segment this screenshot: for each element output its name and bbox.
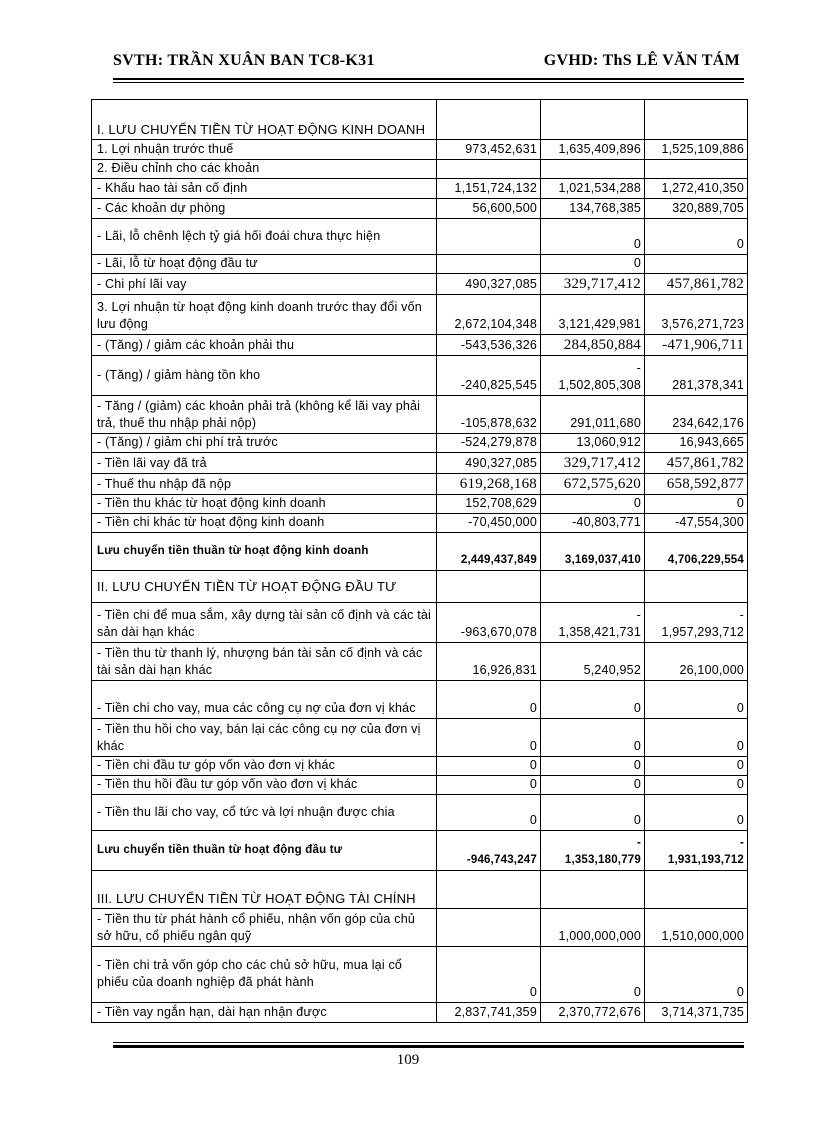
- row-label: - Tiền thu từ phát hành cổ phiếu, nhận vốn góp của chủ sở hữu, cổ phiếu ngân quỹ: [92, 909, 437, 947]
- value-cell: [541, 571, 645, 603]
- value-cell: 2,672,104,348: [437, 295, 541, 335]
- value-cell: 3,714,371,735: [645, 1003, 748, 1023]
- value-cell: [437, 160, 541, 179]
- value-cell: -471,906,711: [645, 335, 748, 356]
- table-row: [92, 453, 748, 474]
- value-cell: 1,021,534,288: [541, 179, 645, 199]
- value-cell: 0: [437, 681, 541, 719]
- value-cell: 0: [541, 947, 645, 1003]
- value-cell: [437, 100, 541, 140]
- value-cell: -524,279,878: [437, 434, 541, 453]
- value-text: 1,502,805,308: [558, 378, 641, 392]
- subtotal-row: [92, 831, 748, 871]
- row-label: - Tiền thu lãi cho vay, cổ tức và lợi nhuận được chia: [92, 795, 437, 831]
- row-label: - Tiền lãi vay đã trả: [92, 453, 437, 474]
- value-cell: [645, 160, 748, 179]
- table-row: [92, 795, 748, 831]
- row-label: 2. Điều chỉnh cho các khoản: [92, 160, 437, 179]
- table-row: [92, 295, 748, 335]
- row-label: - Thuế thu nhập đã nộp: [92, 474, 437, 495]
- value-cell: 2,370,772,676: [541, 1003, 645, 1023]
- header-rule-thin: [113, 82, 744, 83]
- footer-rule: [113, 1045, 744, 1048]
- value-cell: 0: [541, 757, 645, 776]
- value-cell: [541, 603, 645, 643]
- table-row: [92, 179, 748, 199]
- value-cell: -963,670,078: [437, 603, 541, 643]
- row-label: 1. Lợi nhuận trước thuế: [92, 140, 437, 160]
- value-cell: 1,151,724,132: [437, 179, 541, 199]
- value-text: 1,957,293,712: [661, 625, 744, 639]
- row-label: - Các khoản dự phòng: [92, 199, 437, 219]
- row-label: - (Tăng) / giảm hàng tồn kho: [92, 356, 437, 396]
- value-cell: 2,837,741,359: [437, 1003, 541, 1023]
- value-cell: -543,536,326: [437, 335, 541, 356]
- row-label: - Lãi, lỗ chênh lệch tỷ giá hối đoái chưa thực hiện: [92, 219, 437, 255]
- value-cell: 0: [645, 719, 748, 757]
- row-label: 3. Lợi nhuận từ hoạt động kinh doanh trước thay đổi vốn lưu động: [92, 295, 437, 335]
- value-cell: [541, 831, 645, 871]
- value-cell: 672,575,620: [541, 474, 645, 495]
- table-row: [92, 474, 748, 495]
- value-cell: 0: [541, 795, 645, 831]
- table-row: [92, 603, 748, 643]
- value-cell: [437, 909, 541, 947]
- row-label: - Tiền chi để mua sắm, xây dựng tài sản cố định và các tài sản dài hạn khác: [92, 603, 437, 643]
- table-row: [92, 947, 748, 1003]
- value-cell: 4,706,229,554: [645, 533, 748, 571]
- value-cell: 16,943,665: [645, 434, 748, 453]
- table-row: [92, 219, 748, 255]
- table-row: [92, 356, 748, 396]
- value-cell: 0: [645, 947, 748, 1003]
- value-cell: [437, 571, 541, 603]
- table-row: [92, 871, 748, 909]
- table-row: [92, 495, 748, 514]
- value-cell: [645, 255, 748, 274]
- row-label: - Tiền chi khác từ hoạt động kinh doanh: [92, 514, 437, 533]
- value-cell: 152,708,629: [437, 495, 541, 514]
- table-row: [92, 909, 748, 947]
- page-header: [113, 52, 740, 76]
- value-cell: 291,011,680: [541, 396, 645, 434]
- sign-mark: -: [636, 837, 641, 849]
- row-label: - Tăng / (giảm) các khoản phải trả (không kể lãi vay phải trả, thuế thu nhập phải nộp): [92, 396, 437, 434]
- value-cell: -40,803,771: [541, 514, 645, 533]
- value-cell: 26,100,000: [645, 643, 748, 681]
- value-cell: 457,861,782: [645, 453, 748, 474]
- value-cell: [541, 100, 645, 140]
- table-row: [92, 1003, 748, 1023]
- value-cell: 0: [541, 719, 645, 757]
- value-cell: 3,121,429,981: [541, 295, 645, 335]
- value-cell: 0: [541, 219, 645, 255]
- cash-flow-table: [91, 99, 748, 1023]
- value-cell: 3,169,037,410: [541, 533, 645, 571]
- value-cell: 329,717,412: [541, 453, 645, 474]
- subtotal-row: [92, 533, 748, 571]
- row-label: - (Tăng) / giảm các khoản phải thu: [92, 335, 437, 356]
- value-cell: 281,378,341: [645, 356, 748, 396]
- student-name: SVTH: TRẦN XUÂN BAN TC8-K31: [113, 52, 375, 69]
- row-label: - (Tăng) / giảm chi phí trả trước: [92, 434, 437, 453]
- table-row: [92, 434, 748, 453]
- row-label: - Tiền thu hồi cho vay, bán lại các công cụ nợ của đơn vị khác: [92, 719, 437, 757]
- value-cell: 0: [645, 776, 748, 795]
- table-row: [92, 514, 748, 533]
- value-cell: 320,889,705: [645, 199, 748, 219]
- value-cell: 0: [437, 947, 541, 1003]
- value-cell: 0: [541, 776, 645, 795]
- value-cell: -70,450,000: [437, 514, 541, 533]
- value-cell: [645, 100, 748, 140]
- value-cell: 1,635,409,896: [541, 140, 645, 160]
- value-cell: 0: [645, 681, 748, 719]
- value-cell: 1,000,000,000: [541, 909, 645, 947]
- table-row: [92, 681, 748, 719]
- table-row: [92, 757, 748, 776]
- value-cell: -240,825,545: [437, 356, 541, 396]
- value-cell: 1,510,000,000: [645, 909, 748, 947]
- row-label: - Tiền chi cho vay, mua các công cụ nợ của đơn vị khác: [92, 681, 437, 719]
- row-label: I. LƯU CHUYỂN TIỀN TỪ HOẠT ĐỘNG KINH DOANH: [92, 100, 437, 140]
- value-cell: 0: [645, 757, 748, 776]
- value-cell: 457,861,782: [645, 274, 748, 295]
- sign-mark: -: [739, 837, 744, 849]
- value-cell: 0: [437, 719, 541, 757]
- value-cell: 490,327,085: [437, 274, 541, 295]
- value-cell: 0: [437, 795, 541, 831]
- table-row: [92, 160, 748, 179]
- value-cell: 234,642,176: [645, 396, 748, 434]
- value-cell: 658,592,877: [645, 474, 748, 495]
- row-label: - Tiền vay ngắn hạn, dài hạn nhận được: [92, 1003, 437, 1023]
- value-cell: 619,268,168: [437, 474, 541, 495]
- row-label: II. LƯU CHUYỂN TIỀN TỪ HOẠT ĐỘNG ĐẦU TƯ: [92, 571, 437, 603]
- sign-mark: -: [739, 608, 744, 622]
- footer-rule-thin: [113, 1042, 744, 1043]
- value-cell: 284,850,884: [541, 335, 645, 356]
- row-label: - Tiền thu từ thanh lý, nhượng bán tài sản cố định và các tài sản dài hạn khác: [92, 643, 437, 681]
- value-cell: [645, 871, 748, 909]
- value-cell: 16,926,831: [437, 643, 541, 681]
- value-cell: 0: [645, 219, 748, 255]
- value-cell: 2,449,437,849: [437, 533, 541, 571]
- value-cell: 0: [645, 495, 748, 514]
- row-label: - Tiền chi đầu tư góp vốn vào đơn vị khác: [92, 757, 437, 776]
- row-label: - Tiền chi trả vốn góp cho các chủ sở hữu, mua lại cổ phiếu của doanh nghiệp đã phát hành: [92, 947, 437, 1003]
- table-row: [92, 643, 748, 681]
- value-text: 1,931,193,712: [667, 854, 744, 866]
- value-text: 1,358,421,731: [558, 625, 641, 639]
- table-row: [92, 100, 748, 140]
- table-row: [92, 335, 748, 356]
- row-label: - Khấu hao tài sản cố định: [92, 179, 437, 199]
- value-text: 1,353,180,779: [564, 854, 641, 866]
- value-cell: 973,452,631: [437, 140, 541, 160]
- table-row: [92, 274, 748, 295]
- value-cell: 0: [437, 776, 541, 795]
- row-label: Lưu chuyển tiền thuần từ hoạt động kinh doanh: [92, 533, 437, 571]
- table-row: [92, 571, 748, 603]
- value-cell: -105,878,632: [437, 396, 541, 434]
- value-cell: -946,743,247: [437, 831, 541, 871]
- value-cell: 134,768,385: [541, 199, 645, 219]
- row-label: - Tiền thu khác từ hoạt động kinh doanh: [92, 495, 437, 514]
- row-label: - Chi phí lãi vay: [92, 274, 437, 295]
- value-cell: 0: [541, 495, 645, 514]
- row-label: Lưu chuyển tiền thuần từ hoạt động đầu tư: [92, 831, 437, 871]
- value-cell: [541, 871, 645, 909]
- page-number: 109: [396, 1052, 420, 1068]
- value-cell: [645, 831, 748, 871]
- value-cell: [645, 603, 748, 643]
- advisor-name: GVHD: ThS LÊ VĂN TÁM: [543, 52, 740, 69]
- header-rule: [113, 78, 744, 80]
- table-row: [92, 255, 748, 274]
- row-label: - Tiền thu hồi đầu tư góp vốn vào đơn vị khác: [92, 776, 437, 795]
- table-row: [92, 396, 748, 434]
- value-cell: [541, 160, 645, 179]
- value-cell: 0: [541, 255, 645, 274]
- value-cell: 3,576,271,723: [645, 295, 748, 335]
- value-cell: 1,272,410,350: [645, 179, 748, 199]
- value-cell: 0: [541, 681, 645, 719]
- value-cell: 329,717,412: [541, 274, 645, 295]
- table-row: [92, 719, 748, 757]
- table-row: [92, 140, 748, 160]
- value-cell: 1,525,109,886: [645, 140, 748, 160]
- value-cell: [645, 571, 748, 603]
- value-cell: 0: [437, 757, 541, 776]
- row-label: III. LƯU CHUYỂN TIỀN TỪ HOẠT ĐỘNG TÀI CHÍNH: [92, 871, 437, 909]
- value-cell: [437, 871, 541, 909]
- sign-mark: -: [636, 608, 641, 622]
- table-row: [92, 199, 748, 219]
- sign-mark: -: [636, 361, 641, 375]
- value-cell: 0: [645, 795, 748, 831]
- value-cell: 490,327,085: [437, 453, 541, 474]
- value-cell: -47,554,300: [645, 514, 748, 533]
- value-cell: 13,060,912: [541, 434, 645, 453]
- value-cell: 5,240,952: [541, 643, 645, 681]
- value-cell: [541, 356, 645, 396]
- value-cell: [437, 219, 541, 255]
- table-row: [92, 776, 748, 795]
- value-cell: 56,600,500: [437, 199, 541, 219]
- value-cell: [437, 255, 541, 274]
- row-label: - Lãi, lỗ từ hoạt động đầu tư: [92, 255, 437, 274]
